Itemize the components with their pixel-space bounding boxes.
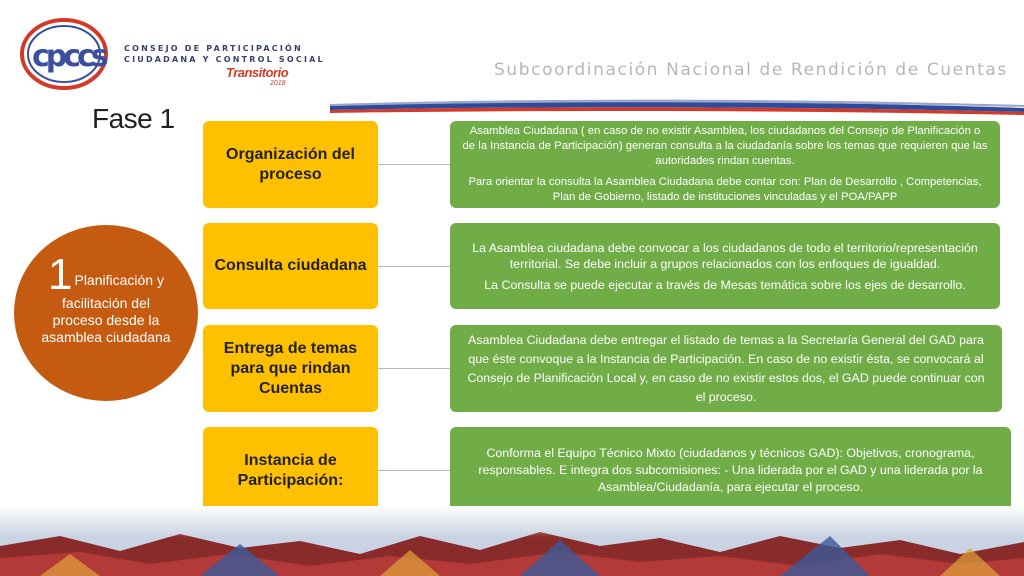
step-organizacion-box bbox=[203, 121, 378, 208]
header-subtitle: Subcoordinación Nacional de Rendición de Cuentas bbox=[494, 60, 1008, 80]
detail-paragraph: La Consulta se puede ejecutar a través de Mesas temática sobre los ejes de desarrollo. bbox=[484, 277, 966, 292]
connector-line bbox=[378, 266, 450, 267]
step-instancia-box bbox=[203, 427, 378, 514]
connector-line bbox=[378, 470, 450, 471]
page-title: Fase 1 bbox=[92, 103, 175, 134]
step-label: Entrega de temas para que rindan Cuentas bbox=[223, 339, 358, 397]
connector-line bbox=[378, 368, 450, 369]
connector-line bbox=[378, 164, 450, 165]
cpccs-logo-mark bbox=[20, 14, 112, 92]
detail-paragraph: La Asamblea ciudadana debe convocar a los ciudadanos de todo el territorio/representación territorial. Se debe incluir a grupos relacionados con los enfoques de igualdad. bbox=[472, 240, 978, 271]
detail-paragraph: Asamblea Ciudadana debe entregar el listado de temas a la Secretaría General del GAD para que éste convoque a la Instancia de Participación. En caso de no existir ésta, se convocará al Consejo de Planificación Local y, en caso de no existir estos dos, el GAD puede continuar con el proceso. bbox=[467, 332, 985, 404]
step-organizacion-detail bbox=[450, 121, 1000, 208]
step-entrega-detail bbox=[450, 325, 1002, 412]
step-consulta-detail bbox=[450, 223, 1000, 309]
detail-paragraph: Asamblea Ciudadana ( en caso de no existir Asamblea, los ciudadanos del Consejo de Planificación o de la Instancia de Participación) generan consulta a la ciudadanía sobre los temas que requieren que las autoridades rindan cuentas. bbox=[462, 125, 988, 167]
phase-summary-circle bbox=[14, 225, 198, 401]
crowd-photo-strip bbox=[0, 506, 1024, 576]
step-consulta-box bbox=[203, 223, 378, 309]
logo-line-1: CONSEJO DE PARTICIPACIÓN bbox=[124, 44, 303, 53]
header-swoosh-decoration bbox=[330, 96, 1024, 118]
step-label: Instancia de Participación: bbox=[237, 451, 344, 489]
step-label: Consulta ciudadana bbox=[214, 257, 367, 274]
phase-number: 1 bbox=[48, 250, 73, 299]
detail-paragraph: Conforma el Equipo Técnico Mixto (ciudadanos y técnicos GAD): Objetivos, cronograma, responsables. E integra dos subcomisiones: - Una liderada por el GAD y una liderada por la Asamblea/Ciudadanía, para ejecutar el proceso. bbox=[478, 446, 983, 494]
cpccs-logo bbox=[20, 14, 325, 92]
step-entrega-box bbox=[203, 325, 378, 412]
logo-transitorio: Transitorio bbox=[226, 65, 289, 80]
svg-text:cpccs: cpccs bbox=[32, 39, 105, 74]
step-label: Organización del proceso bbox=[226, 145, 355, 183]
detail-paragraph: Para orientar la consulta la Asamblea Ciudadana debe contar con: Plan de Desarrollo , Competencias, Plan de Gobierno, listado de instituciones vinculadas y el POA/PAPP bbox=[468, 176, 982, 203]
step-instancia-detail bbox=[450, 427, 1011, 514]
logo-year: 2018 bbox=[270, 80, 286, 87]
phase-summary-text: Planificación y facilitación del proceso desde la asamblea ciudadana bbox=[41, 272, 171, 345]
logo-line-2: CIUDADANA Y CONTROL SOCIAL bbox=[124, 55, 325, 64]
